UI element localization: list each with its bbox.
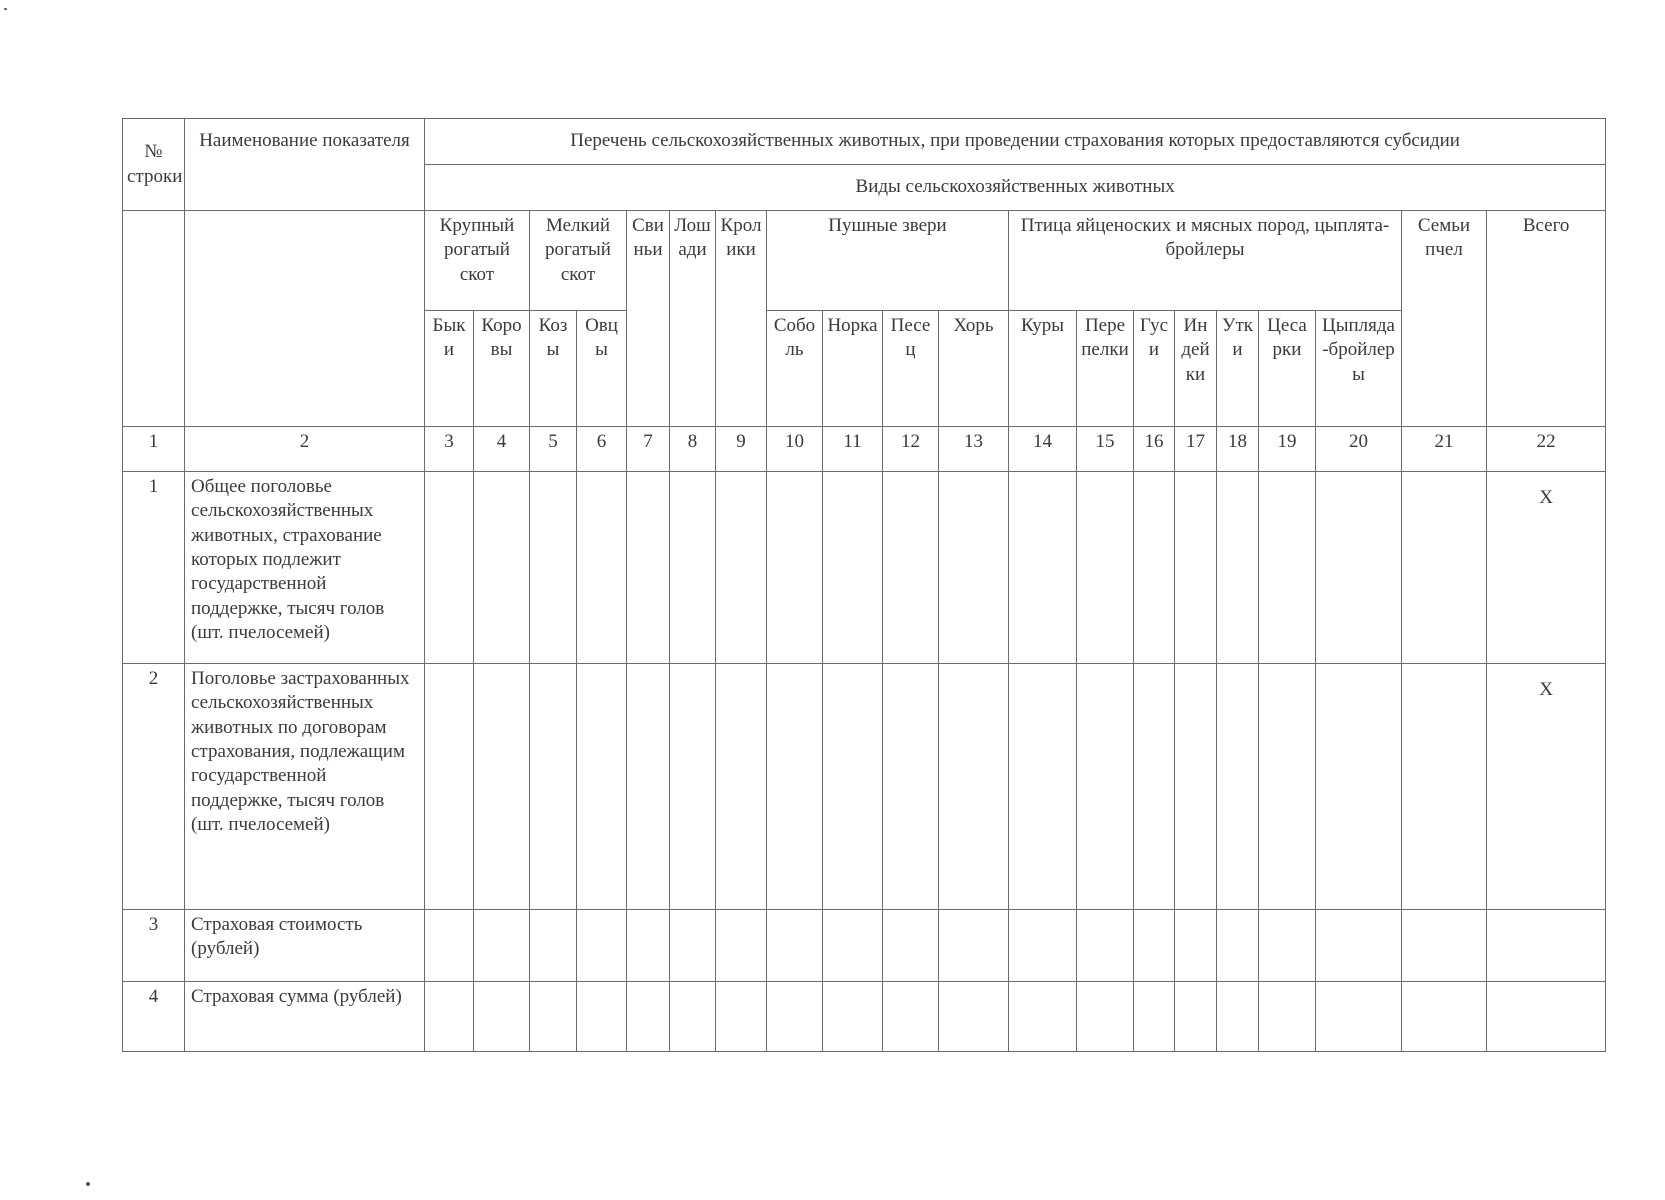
data-cell (1316, 910, 1402, 982)
data-cell (670, 982, 716, 1052)
header-sub-guinea: Цесарки (1259, 311, 1316, 427)
data-cell (1217, 664, 1259, 910)
header-sub-cows: Коровы (474, 311, 530, 427)
data-cell (716, 910, 767, 982)
data-cell (1077, 910, 1134, 982)
column-number: 20 (1316, 427, 1402, 472)
header-sub-turkeys: Индейки (1175, 311, 1217, 427)
column-number: 21 (1402, 427, 1487, 472)
data-cell (1175, 472, 1217, 664)
data-cell (425, 664, 474, 910)
data-cell (1009, 982, 1077, 1052)
data-cell (1259, 982, 1316, 1052)
total-cell (1487, 982, 1606, 1052)
data-cell (883, 472, 939, 664)
row-number: 3 (123, 910, 185, 982)
header-list-title: Перечень сельскохозяйственных животных, при проведении страхования которых предоставляются субсидии (425, 119, 1606, 165)
header-group-rabbits: Кролики (716, 211, 767, 427)
header-group-horses: Лошади (670, 211, 716, 427)
column-number: 5 (530, 427, 577, 472)
data-cell (425, 472, 474, 664)
data-cell (1134, 982, 1175, 1052)
header-sub-ducks: Утки (1217, 311, 1259, 427)
data-cell (823, 910, 883, 982)
row-number: 4 (123, 982, 185, 1052)
data-cell (939, 472, 1009, 664)
data-cell (670, 664, 716, 910)
scan-speck (86, 1182, 90, 1186)
column-number: 14 (1009, 427, 1077, 472)
data-cell (1009, 472, 1077, 664)
data-cell (474, 910, 530, 982)
header-group-poultry: Птица яйценоских и мясных пород, цыплята-бройлеры (1009, 211, 1402, 311)
scan-speck (4, 8, 7, 10)
column-number-row (123, 427, 1606, 472)
data-cell (530, 910, 577, 982)
table-row (123, 910, 1606, 982)
header-sub-goats: Козы (530, 311, 577, 427)
header-sub-sheep: Овцы (577, 311, 627, 427)
column-number: 15 (1077, 427, 1134, 472)
data-cell (1402, 472, 1487, 664)
data-cell (823, 472, 883, 664)
data-cell (1009, 910, 1077, 982)
data-cell (627, 664, 670, 910)
header-kinds-title: Виды сельскохозяйственных животных (425, 165, 1606, 211)
column-number: 10 (767, 427, 823, 472)
data-cell (1402, 910, 1487, 982)
data-cell (425, 982, 474, 1052)
data-cell (1009, 664, 1077, 910)
column-number: 19 (1259, 427, 1316, 472)
data-cell (939, 664, 1009, 910)
column-number: 4 (474, 427, 530, 472)
data-cell (1402, 982, 1487, 1052)
column-number: 7 (627, 427, 670, 472)
column-number: 8 (670, 427, 716, 472)
data-cell (1175, 910, 1217, 982)
total-cell: X (1487, 472, 1606, 664)
data-cell (1134, 664, 1175, 910)
data-cell (1402, 664, 1487, 910)
data-cell (1077, 472, 1134, 664)
data-cell (1134, 910, 1175, 982)
data-cell (883, 664, 939, 910)
column-number: 16 (1134, 427, 1175, 472)
data-cell (1259, 664, 1316, 910)
header-sub-bulls: Быки (425, 311, 474, 427)
data-cell (1259, 910, 1316, 982)
header-sub-fox: Песец (883, 311, 939, 427)
data-cell (1217, 982, 1259, 1052)
data-cell (716, 982, 767, 1052)
column-number: 2 (185, 427, 425, 472)
data-cell (1077, 664, 1134, 910)
column-number: 1 (123, 427, 185, 472)
header-row-3 (123, 211, 1606, 311)
data-cell (530, 472, 577, 664)
header-indicator: Наименование показателя (185, 119, 425, 211)
header-sub-geese: Гуси (1134, 311, 1175, 427)
data-cell (577, 982, 627, 1052)
column-number: 9 (716, 427, 767, 472)
column-number: 6 (577, 427, 627, 472)
row-label: Страховая стоимость (рублей) (185, 910, 425, 982)
data-cell (1316, 982, 1402, 1052)
table-row (123, 982, 1606, 1052)
row-label: Поголовье застрахованных сельскохозяйственных животных по договорам страхования, подлежащим государственной поддержке, тысяч голов (шт. пчелосемей) (185, 664, 425, 910)
data-cell (716, 472, 767, 664)
column-number: 11 (823, 427, 883, 472)
row-number: 2 (123, 664, 185, 910)
header-row-number: № строки (123, 119, 185, 211)
data-cell (474, 664, 530, 910)
header-group-bees: Семьи пчел (1402, 211, 1487, 427)
data-cell (530, 664, 577, 910)
header-row-1 (123, 119, 1606, 165)
data-cell (530, 982, 577, 1052)
data-cell (1316, 472, 1402, 664)
data-cell (767, 472, 823, 664)
data-cell (1316, 664, 1402, 910)
data-cell (1259, 472, 1316, 664)
header-empty-indicator (185, 211, 425, 427)
header-sub-sable: Соболь (767, 311, 823, 427)
data-cell (627, 910, 670, 982)
header-group-cattle: Крупный рогатый скот (425, 211, 530, 311)
header-sub-broilers: Цыпляда-бройлеры (1316, 311, 1402, 427)
data-cell (1077, 982, 1134, 1052)
row-label: Общее поголовье сельскохозяйственных животных, страхование которых подлежит государственной поддержке, тысяч голов (шт. пчелосемей) (185, 472, 425, 664)
data-cell (883, 910, 939, 982)
row-number: 1 (123, 472, 185, 664)
column-number: 12 (883, 427, 939, 472)
data-cell (1175, 982, 1217, 1052)
column-number: 3 (425, 427, 474, 472)
column-number: 17 (1175, 427, 1217, 472)
data-cell (474, 472, 530, 664)
column-number: 22 (1487, 427, 1606, 472)
data-cell (577, 472, 627, 664)
subsidy-table (122, 118, 1606, 1052)
data-cell (474, 982, 530, 1052)
data-cell (767, 910, 823, 982)
table-row (123, 664, 1606, 910)
data-cell (670, 910, 716, 982)
data-cell (1134, 472, 1175, 664)
data-cell (767, 982, 823, 1052)
data-cell (627, 472, 670, 664)
header-sub-hens: Куры (1009, 311, 1077, 427)
data-cell (716, 664, 767, 910)
data-cell (627, 982, 670, 1052)
row-label: Страховая сумма (рублей) (185, 982, 425, 1052)
data-cell (767, 664, 823, 910)
data-cell (1217, 910, 1259, 982)
data-cell (577, 664, 627, 910)
data-cell (1175, 664, 1217, 910)
header-empty-number (123, 211, 185, 427)
header-group-small-ruminants: Мелкий рогатый скот (530, 211, 627, 311)
data-cell (939, 982, 1009, 1052)
header-sub-mink: Норка (823, 311, 883, 427)
data-cell (883, 982, 939, 1052)
data-cell (823, 664, 883, 910)
data-cell (577, 910, 627, 982)
data-cell (425, 910, 474, 982)
data-cell (670, 472, 716, 664)
column-number: 13 (939, 427, 1009, 472)
header-group-total: Всего (1487, 211, 1606, 427)
column-number: 18 (1217, 427, 1259, 472)
header-group-pigs: Свиньи (627, 211, 670, 427)
header-group-fur: Пушные звери (767, 211, 1009, 311)
header-sub-quail: Перепелки (1077, 311, 1134, 427)
data-cell (1217, 472, 1259, 664)
data-cell (823, 982, 883, 1052)
header-sub-ferret: Хорь (939, 311, 1009, 427)
total-cell: X (1487, 664, 1606, 910)
table-row (123, 472, 1606, 664)
data-cell (939, 910, 1009, 982)
total-cell (1487, 910, 1606, 982)
